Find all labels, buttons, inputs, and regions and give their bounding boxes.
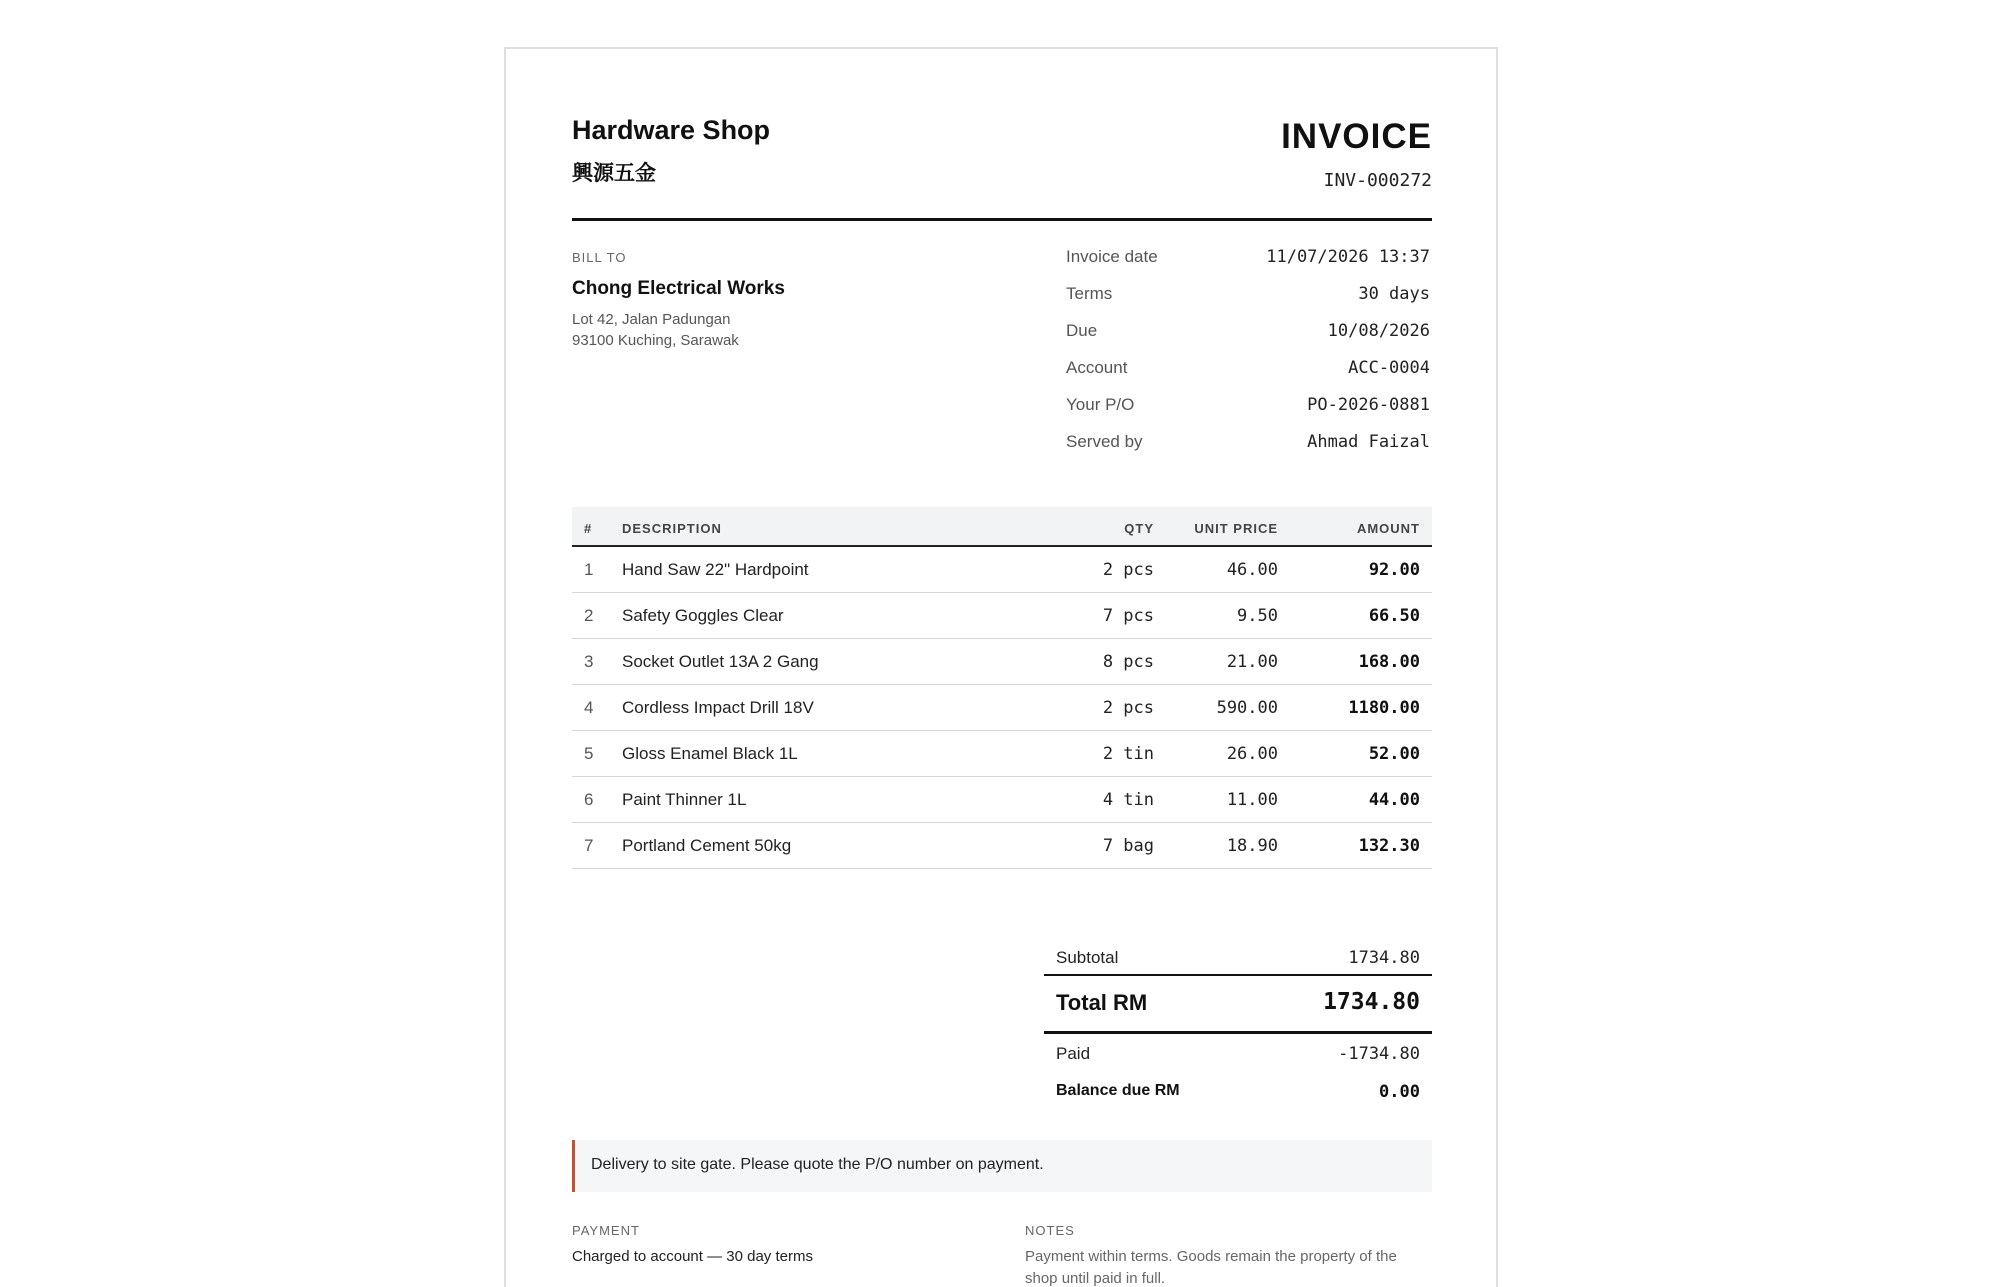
header-description: DESCRIPTION <box>622 521 722 536</box>
meta-label: Your P/O <box>1066 395 1135 414</box>
row-qty: 2 tin <box>1102 744 1154 764</box>
row-num: 4 <box>584 698 594 717</box>
invoice-title: INVOICE <box>1281 117 1432 156</box>
row-num: 1 <box>584 560 594 579</box>
meta-row-due <box>1066 321 1432 358</box>
table-row <box>572 639 1432 685</box>
row-qty: 4 tin <box>1102 790 1154 810</box>
row-unit-price: 590.00 <box>1216 698 1278 718</box>
row-qty: 2 pcs <box>1102 698 1154 718</box>
row-unit-price: 46.00 <box>1226 560 1278 580</box>
customer-address-line1: Lot 42, Jalan Padungan <box>572 311 731 328</box>
meta-row-served-by <box>1066 432 1432 469</box>
row-qty: 8 pcs <box>1102 652 1154 672</box>
meta-row-po <box>1066 395 1432 432</box>
table-row <box>572 731 1432 777</box>
row-amount: 132.30 <box>1358 836 1420 856</box>
meta-label: Served by <box>1066 432 1143 451</box>
row-num: 5 <box>584 744 594 763</box>
meta-value: 11/07/2026 13:37 <box>1266 247 1430 267</box>
row-amount: 92.00 <box>1368 560 1420 580</box>
meta-value: PO-2026-0881 <box>1307 395 1430 415</box>
row-num: 7 <box>584 836 594 855</box>
totals-block <box>1044 936 1432 1110</box>
customer-address-line2: 93100 Kuching, Sarawak <box>572 332 739 349</box>
meta-label: Terms <box>1066 284 1113 303</box>
header-unit-price: UNIT PRICE <box>1194 521 1278 536</box>
shop-name-chinese: 興源五金 <box>572 161 656 185</box>
row-num: 2 <box>584 606 594 625</box>
total-row <box>1044 976 1432 1034</box>
header-divider <box>572 218 1432 221</box>
row-num: 6 <box>584 790 594 809</box>
header-amount: AMOUNT <box>1356 521 1420 536</box>
row-description: Paint Thinner 1L <box>622 790 747 809</box>
meta-value: ACC-0004 <box>1348 358 1430 378</box>
meta-row-terms <box>1066 284 1432 321</box>
payment-label: PAYMENT <box>572 1223 640 1238</box>
meta-row-invoice-date <box>1066 247 1432 284</box>
balance-label: Balance due RM <box>1056 1082 1180 1099</box>
row-amount: 44.00 <box>1368 790 1420 810</box>
meta-label: Invoice date <box>1066 247 1158 266</box>
subtotal-value: 1734.80 <box>1348 948 1420 968</box>
table-row <box>572 777 1432 823</box>
shop-name: Hardware Shop <box>572 115 771 145</box>
delivery-note-text: Delivery to site gate. Please quote the P/O number on payment. <box>591 1156 1044 1173</box>
customer-name: Chong Electrical Works <box>572 278 785 299</box>
row-description: Hand Saw 22" Hardpoint <box>622 560 809 579</box>
subtotal-label: Subtotal <box>1056 948 1119 967</box>
balance-row <box>1044 1072 1432 1110</box>
delivery-note <box>572 1140 1432 1192</box>
row-qty: 7 bag <box>1102 836 1154 856</box>
total-label: Total RM <box>1056 990 1148 1015</box>
row-amount: 168.00 <box>1358 652 1420 672</box>
table-row <box>572 685 1432 731</box>
balance-value: 0.00 <box>1379 1082 1420 1102</box>
row-amount: 52.00 <box>1368 744 1420 764</box>
line-items-table <box>572 507 1432 869</box>
invoice-number: INV-000272 <box>1323 170 1432 191</box>
row-qty: 2 pcs <box>1102 560 1154 580</box>
row-description: Safety Goggles Clear <box>622 606 784 625</box>
payment-text: Charged to account — 30 day terms <box>572 1248 813 1265</box>
row-description: Gloss Enamel Black 1L <box>622 744 798 763</box>
meta-label: Account <box>1066 358 1128 377</box>
meta-value: 30 days <box>1358 284 1430 304</box>
row-qty: 7 pcs <box>1102 606 1154 626</box>
meta-row-account <box>1066 358 1432 395</box>
row-num: 3 <box>584 652 594 671</box>
notes-line2: shop until paid in full. <box>1025 1270 1166 1287</box>
row-description: Portland Cement 50kg <box>622 836 792 855</box>
meta-value: Ahmad Faizal <box>1307 432 1430 452</box>
paid-label: Paid <box>1056 1044 1091 1063</box>
header-qty: QTY <box>1124 521 1154 536</box>
row-amount: 66.50 <box>1368 606 1420 626</box>
row-description: Cordless Impact Drill 18V <box>622 698 814 717</box>
meta-label: Due <box>1066 321 1098 340</box>
header-num: # <box>584 521 593 536</box>
table-row <box>572 547 1432 593</box>
table-row <box>572 823 1432 869</box>
subtotal-row <box>1044 936 1432 976</box>
row-description: Socket Outlet 13A 2 Gang <box>622 652 819 671</box>
meta-value: 10/08/2026 <box>1327 321 1430 341</box>
paid-row <box>1044 1034 1432 1072</box>
row-unit-price: 9.50 <box>1237 606 1278 626</box>
row-unit-price: 11.00 <box>1226 790 1278 810</box>
table-header <box>572 507 1432 547</box>
row-unit-price: 18.90 <box>1226 836 1278 856</box>
table-row <box>572 593 1432 639</box>
bill-to-label: BILL TO <box>572 250 627 265</box>
total-value: 1734.80 <box>1323 989 1420 1015</box>
notes-label: NOTES <box>1025 1223 1075 1238</box>
paid-value: -1734.80 <box>1338 1044 1420 1064</box>
invoice-meta <box>1066 247 1432 469</box>
row-amount: 1180.00 <box>1348 698 1420 718</box>
notes-line1: Payment within terms. Goods remain the property of the <box>1025 1248 1397 1265</box>
row-unit-price: 26.00 <box>1226 744 1278 764</box>
invoice-page <box>504 47 1498 1287</box>
row-unit-price: 21.00 <box>1226 652 1278 672</box>
